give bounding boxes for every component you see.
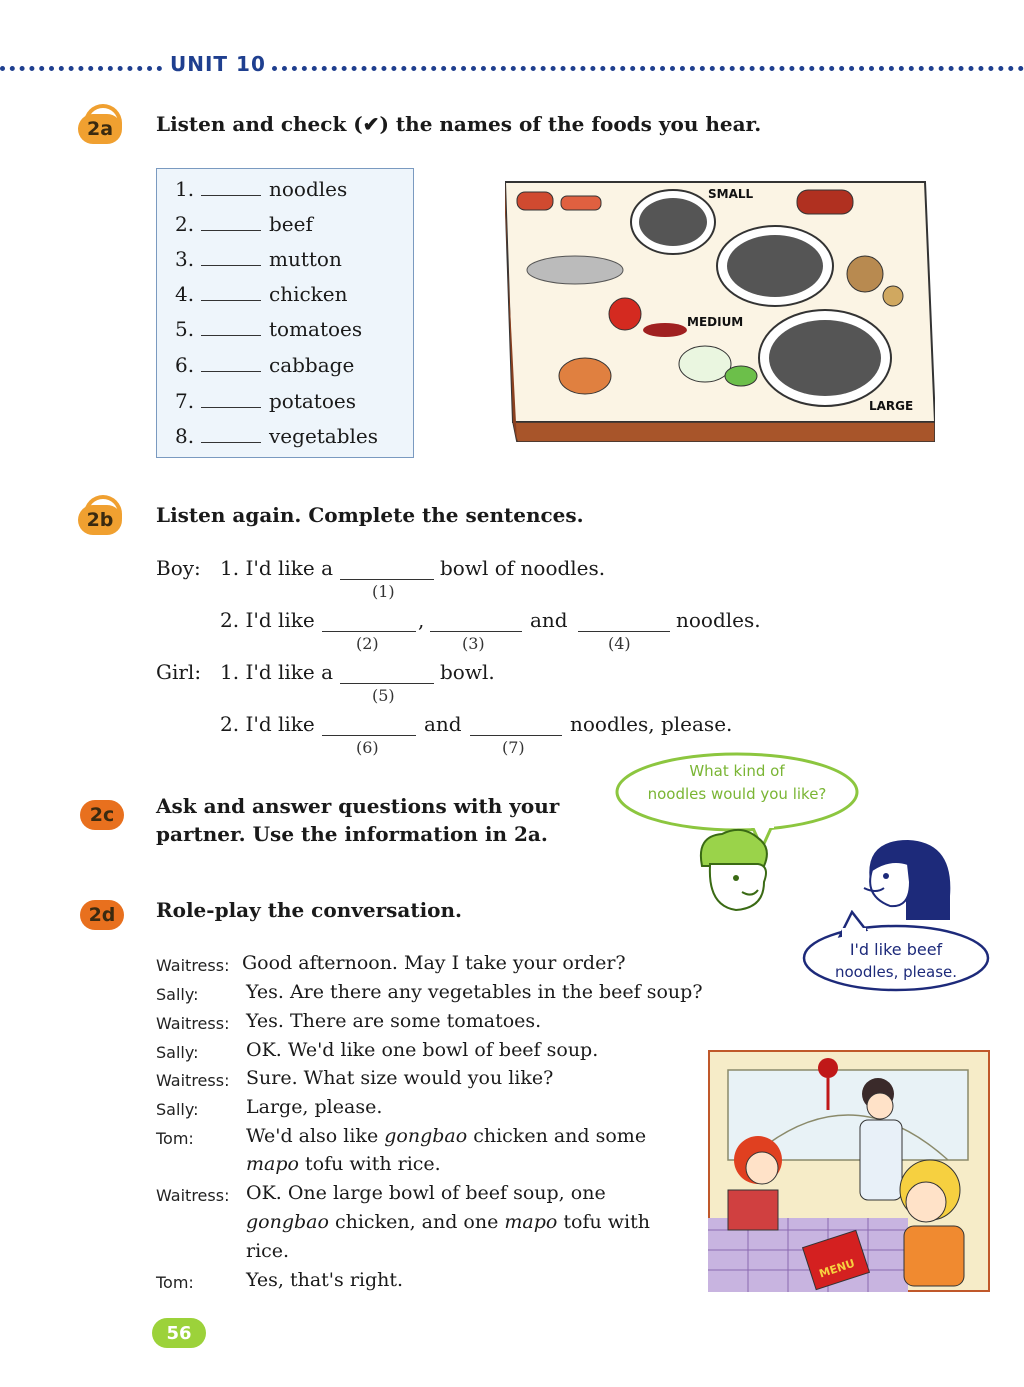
heading-2c-line2: partner. Use the information in 2a. xyxy=(156,822,548,846)
speaker-label: Sally: xyxy=(156,1043,199,1062)
check-blank[interactable] xyxy=(201,391,261,408)
blank-number-5: (5) xyxy=(372,686,395,705)
size-label-large: LARGE xyxy=(869,399,914,413)
speaker-label: Tom: xyxy=(156,1273,194,1292)
badge-2a: 2a xyxy=(78,114,122,144)
speaker-label: Sally: xyxy=(156,1100,199,1119)
speaker-label: Waitress: xyxy=(156,1014,230,1033)
check-blank[interactable] xyxy=(201,214,261,231)
badge-2b: 2b xyxy=(78,505,122,535)
speaker-label: Tom: xyxy=(156,1129,194,1148)
dialogue-line: We'd also like gongbao chicken and some xyxy=(246,1125,647,1147)
girl-sentence-2-end: noodles, please. xyxy=(570,712,733,736)
speaker-label: Sally: xyxy=(156,985,199,1004)
checklist-item: 7. potatoes xyxy=(175,389,356,413)
boy-sentence-2-start: 2. I'd like xyxy=(220,608,315,632)
page-number: 56 xyxy=(152,1318,206,1348)
check-blank[interactable] xyxy=(201,355,261,372)
check-blank[interactable] xyxy=(201,249,261,266)
girl-sentence-2-start: 2. I'd like xyxy=(220,712,315,736)
size-label-medium: MEDIUM xyxy=(687,315,744,329)
dialogue-line: OK. One large bowl of beef soup, one xyxy=(246,1182,606,1204)
blank-number-2: (2) xyxy=(356,634,379,653)
food-checklist xyxy=(156,168,414,458)
header-dots-right xyxy=(272,66,1024,71)
blank-4[interactable] xyxy=(578,613,670,632)
speaker-boy: Boy: xyxy=(156,556,201,580)
dialogue-line: mapo tofu with rice. xyxy=(246,1153,441,1175)
restaurant-scene-illustration xyxy=(708,1050,990,1292)
header-dots-left xyxy=(0,66,162,71)
heading-2d: Role-play the conversation. xyxy=(156,898,463,922)
check-blank[interactable] xyxy=(201,284,261,301)
speaker-label: Waitress: xyxy=(156,956,230,975)
heading-2c-line1: Ask and answer questions with your xyxy=(156,794,560,818)
dialogue-line: Yes, that's right. xyxy=(246,1269,404,1291)
bubble-answer-line1: I'd like beef xyxy=(849,940,943,959)
badge-2c: 2c xyxy=(80,800,124,830)
dialogue-line: Yes. Are there any vegetables in the beef soup? xyxy=(246,981,703,1003)
word-and-2: and xyxy=(424,712,462,736)
bubble-question-line2: noodles would you like? xyxy=(647,785,827,803)
girl-sentence-1-end: bowl. xyxy=(440,660,495,684)
boy-sentence-1-start: 1. I'd like a xyxy=(220,556,334,580)
blank-6[interactable] xyxy=(322,717,416,736)
blank-number-6: (6) xyxy=(356,738,379,757)
word-and-1: and xyxy=(530,608,568,632)
dialogue-line: Yes. There are some tomatoes. xyxy=(246,1010,542,1032)
bubble-answer-line2: noodles, please. xyxy=(834,963,958,981)
speaker-label: Waitress: xyxy=(156,1186,230,1205)
dialogue-line: Good afternoon. May I take your order? xyxy=(242,952,626,974)
dialogue-line: rice. xyxy=(246,1240,290,1262)
heading-2b: Listen again. Complete the sentences. xyxy=(156,503,584,527)
dialogue-line: Sure. What size would you like? xyxy=(246,1067,554,1089)
checklist-item: 4. chicken xyxy=(175,282,348,306)
checklist-item: 6. cabbage xyxy=(175,353,355,377)
checklist-item: 5. tomatoes xyxy=(175,317,363,341)
blank-number-3: (3) xyxy=(462,634,485,653)
check-blank[interactable] xyxy=(201,179,261,196)
checklist-item: 8. vegetables xyxy=(175,424,379,448)
speaker-label: Waitress: xyxy=(156,1071,230,1090)
check-blank[interactable] xyxy=(201,319,261,336)
blank-number-1: (1) xyxy=(372,582,395,601)
blank-number-7: (7) xyxy=(502,738,525,757)
checklist-item: 3. mutton xyxy=(175,247,342,271)
dialogue-line: Large, please. xyxy=(246,1096,383,1118)
blank-1[interactable] xyxy=(340,561,434,580)
blank-2[interactable] xyxy=(322,613,416,632)
check-blank[interactable] xyxy=(201,426,261,443)
size-label-small: SMALL xyxy=(708,187,754,201)
blank-number-4: (4) xyxy=(608,634,631,653)
comma: , xyxy=(418,608,425,632)
food-display-illustration xyxy=(505,180,935,442)
blank-3[interactable] xyxy=(430,613,522,632)
checklist-item: 2. beef xyxy=(175,212,313,236)
unit-title: UNIT 10 xyxy=(170,52,266,76)
menu-text: MENU xyxy=(817,1256,857,1281)
blank-5[interactable] xyxy=(340,665,434,684)
boy-character-illustration xyxy=(692,826,782,922)
boy-sentence-2-end: noodles. xyxy=(676,608,761,632)
boy-sentence-1-end: bowl of noodles. xyxy=(440,556,606,580)
badge-2d: 2d xyxy=(80,900,124,930)
girl-sentence-1-start: 1. I'd like a xyxy=(220,660,334,684)
heading-2a: Listen and check (✔) the names of the foods you hear. xyxy=(156,112,762,136)
blank-7[interactable] xyxy=(470,717,562,736)
checklist-item: 1. noodles xyxy=(175,177,348,201)
dialogue-line: gongbao chicken, and one mapo tofu with xyxy=(246,1211,650,1233)
bubble-question-line1: What kind of xyxy=(689,762,785,780)
speaker-girl: Girl: xyxy=(156,660,202,684)
dialogue-line: OK. We'd like one bowl of beef soup. xyxy=(246,1039,599,1061)
